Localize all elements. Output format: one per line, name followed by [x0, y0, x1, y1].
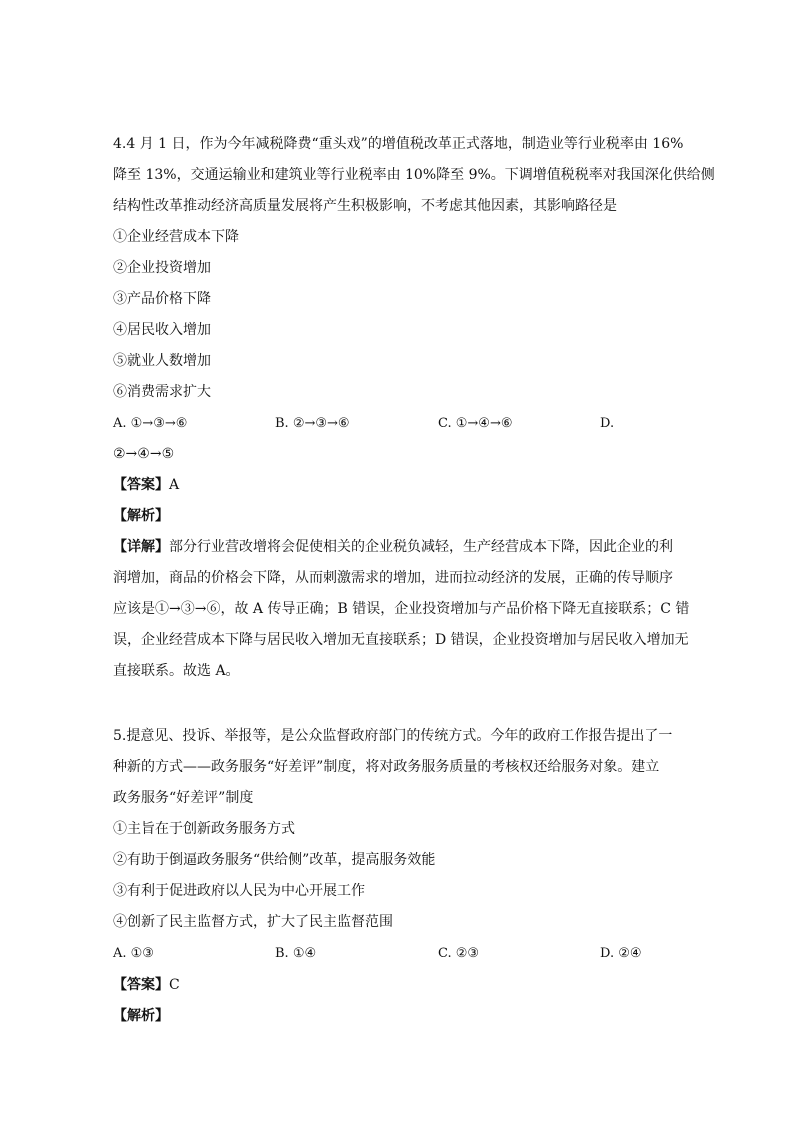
q5-stem-line-1: 5.提意见、投诉、举报等，是公众监督政府部门的传统方式。今年的政府工作报告提出了一 — [113, 728, 673, 744]
q5-item-1: ①主旨在于创新政务服务方式 — [113, 821, 295, 837]
q4-option-b: B. ②→③→⑥ — [275, 416, 350, 431]
q4-option-d-continued: ②→④→⑤ — [113, 446, 175, 462]
q5-option-d: D. ②④ — [600, 946, 642, 961]
q4-detail-line-2: 润增加，商品的价格会下降，从而刺激需求的增加，进而拉动经济的发展，正确的传导顺序 — [113, 570, 673, 586]
q4-option-a: A. ①→③→⑥ — [113, 416, 188, 431]
q4-item-6: ⑥消费需求扩大 — [113, 384, 211, 400]
q4-answer-label: 【答案】 — [113, 477, 169, 493]
q5-answer-value: C — [169, 977, 180, 993]
q5-option-a: A. ①③ — [113, 946, 154, 961]
q4-detail-line-5: 直接联系。故选 A。 — [113, 663, 240, 679]
q4-item-4: ④居民收入增加 — [113, 322, 211, 338]
q4-stem-line-2: 降至 13%，交通运输业和建筑业等行业税率由 10%降至 9%。下调增值税税率对我国深化供给侧 — [113, 167, 715, 183]
q4-detail-label: 【详解】 — [113, 539, 169, 555]
q4-detail-line-3: 应该是①→③→⑥，故 A 传导正确；B 错误，企业投资增加与产品价格下降无直接联系；C 错 — [113, 601, 690, 617]
q4-option-d: D. — [600, 416, 615, 431]
q4-stem-line-1: 4.4 月 1 日，作为今年减税降费“重头戏”的增值税改革正式落地，制造业等行业税率由 16% — [113, 136, 684, 152]
q4-detail-text-1: 部分行业营改增将会促使相关的企业税负减轻，生产经营成本下降，因此企业的利 — [169, 539, 673, 555]
q4-answer-value: A — [169, 477, 180, 493]
q4-option-c: C. ①→④→⑥ — [438, 416, 513, 431]
q4-item-3: ③产品价格下降 — [113, 291, 211, 307]
q4-stem-line-3: 结构性改革推动经济高质量发展将产生积极影响，不考虑其他因素，其影响路径是 — [113, 198, 617, 214]
q5-stem-line-3: 政务服务“好差评”制度 — [113, 790, 254, 806]
q5-option-c: C. ②③ — [438, 946, 480, 961]
q5-stem-line-2: 种新的方式——政务服务“好差评”制度，将对政务服务质量的考核权还给服务对象。建立 — [113, 759, 660, 775]
q4-answer — [113, 475, 179, 495]
q4-analysis-label: 【解析】 — [113, 508, 169, 524]
q5-option-b: B. ①④ — [275, 946, 317, 961]
q4-detail-line-4: 误，企业经营成本下降与居民收入增加无直接联系；D 错误，企业投资增加与居民收入增加无 — [113, 632, 689, 648]
q5-analysis-label: 【解析】 — [113, 1008, 169, 1024]
q4-detail-line-1 — [113, 537, 673, 557]
q5-answer — [113, 975, 180, 995]
q5-item-3: ③有利于促进政府以人民为中心开展工作 — [113, 883, 365, 899]
q5-item-4: ④创新了民主监督方式，扩大了民主监督范围 — [113, 914, 393, 930]
q4-item-2: ②企业投资增加 — [113, 260, 211, 276]
q5-item-2: ②有助于倒逼政务服务“供给侧”改革，提高服务效能 — [113, 852, 436, 868]
q4-item-1: ①企业经营成本下降 — [113, 229, 239, 245]
q4-item-5: ⑤就业人数增加 — [113, 353, 211, 369]
q5-answer-label: 【答案】 — [113, 977, 169, 993]
